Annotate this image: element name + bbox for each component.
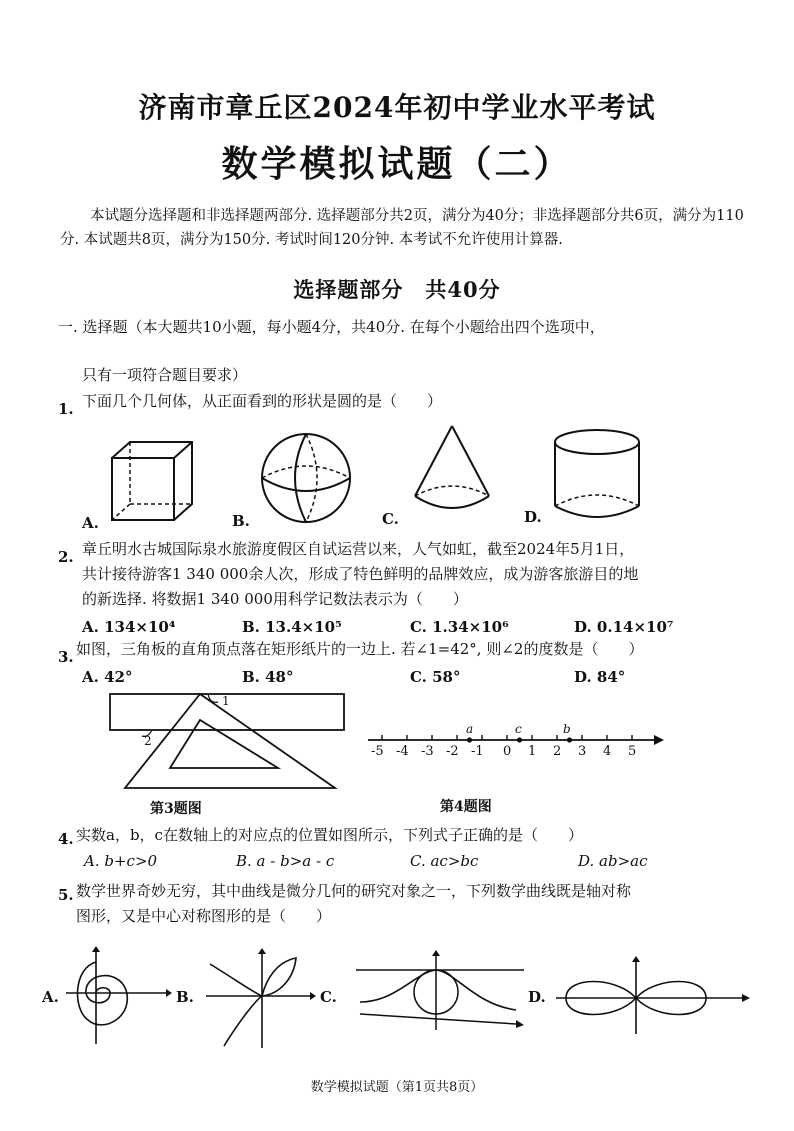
q4-option-d: D. ab>ac	[578, 852, 648, 870]
cube-icon	[110, 440, 195, 525]
q4-point-a-label: a	[466, 722, 474, 736]
tick-label: -3	[421, 744, 434, 759]
q3-number: 3.	[58, 648, 74, 666]
tick-label: -4	[396, 744, 409, 759]
q4-tick-labels	[366, 744, 666, 762]
axis-point	[467, 737, 472, 742]
cylinder-icon	[552, 428, 642, 520]
q4-figure-caption: 第4题图	[440, 799, 492, 815]
witch-curve-icon	[356, 952, 524, 1032]
q4-option-a: A. b+c>0	[84, 852, 158, 870]
q4-point-b-label: b	[563, 722, 571, 736]
q1-number: 1.	[58, 400, 74, 418]
q2-option-a: A. 134×10⁴	[82, 618, 176, 636]
exam-subtitle: 数学模拟试题（二）	[221, 143, 573, 185]
q3-option-b: B. 48°	[242, 668, 294, 686]
q2-text-line3: 的新选择. 将数据1 340 000用科学记数法表示为（ ）	[82, 590, 468, 608]
q5-number: 5.	[58, 886, 74, 904]
spiral-curve-icon	[66, 948, 170, 1046]
q1-option-c: C.	[382, 510, 399, 528]
q3-angle-2-label: 2	[144, 734, 152, 748]
cone-icon	[412, 424, 492, 514]
folium-curve-icon	[206, 950, 316, 1050]
q3-angle-1-label: 1	[222, 694, 230, 708]
q4-option-c: C. ac>bc	[410, 852, 479, 870]
q4-number: 4.	[58, 830, 74, 848]
q5-text-line2: 图形，又是中心对称图形的是（ ）	[76, 907, 332, 925]
axis-point	[567, 737, 572, 742]
q2-option-b: B. 13.4×10⁵	[242, 618, 342, 636]
part1-heading-cont: 只有一项符合题目要求）	[82, 366, 248, 384]
q5-option-b: B.	[176, 988, 194, 1006]
q2-number: 2.	[58, 548, 74, 566]
q3-option-a: A. 42°	[82, 668, 133, 686]
q1-option-a: A.	[82, 514, 99, 532]
q2-option-c: C. 1.34×10⁶	[410, 618, 509, 636]
q3-figure-caption: 第3题图	[150, 801, 202, 817]
q3-option-d: D. 84°	[574, 668, 626, 686]
q4-option-b: B. a - b>a - c	[236, 852, 335, 870]
tick-label: 0	[503, 744, 512, 759]
q2-text-line1: 章丘明水古城国际泉水旅游度假区自试运营以来，人气如虹，截至2024年5月1日，	[82, 540, 635, 558]
tick-label: 2	[553, 744, 562, 759]
q1-option-d: D.	[524, 508, 542, 526]
tick-label: 4	[603, 744, 612, 759]
lemniscate-curve-icon	[556, 958, 752, 1038]
q2-text-line2: 共计接待游客1 340 000余人次，形成了特色鲜明的品牌效应，成为游客旅游目的地	[82, 565, 639, 583]
q1-text: 下面几个几何体，从正面看到的形状是圆的是（ ）	[82, 392, 443, 410]
tick-label: -2	[446, 744, 459, 759]
q1-option-b: B.	[232, 512, 250, 530]
page-footer: 数学模拟试题（第1页共8页）	[310, 1080, 484, 1095]
q2-option-d: D. 0.14×10⁷	[574, 618, 674, 636]
tick-label: 5	[628, 744, 637, 759]
q5-option-a: A.	[42, 988, 59, 1006]
part1-heading: 一. 选择题（本大题共10小题，每小题4分，共40分. 在每个小题给出四个选项中，	[58, 318, 605, 336]
q4-point-c-label: c	[515, 722, 522, 736]
section-title: 选择题部分 共40分	[293, 277, 501, 302]
sphere-icon	[260, 432, 352, 524]
tick-label: 3	[578, 744, 587, 759]
tick-label: -1	[471, 744, 484, 759]
exam-title: 济南市章丘区2024年初中学业水平考试	[138, 91, 656, 124]
q5-text-line1: 数学世界奇妙无穷，其中曲线是微分几何的研究对象之一，下列数学曲线既是轴对称	[76, 882, 632, 900]
q5-option-d: D.	[528, 988, 546, 1006]
q5-option-c: C.	[320, 988, 337, 1006]
axis-point	[517, 737, 522, 742]
exam-instructions: 本试题分选择题和非选择题两部分. 选择题部分共2页，满分为40分；非选择题部分共6页，满分为110分. 本试题共8页，满分为150分. 考试时间120分钟. 本考试不允许使用计算器.	[60, 208, 744, 248]
q3-option-c: C. 58°	[410, 668, 461, 686]
q4-text: 实数a，b，c在数轴上的对应点的位置如图所示，下列式子正确的是（ ）	[76, 826, 583, 844]
tick-label: 1	[528, 744, 537, 759]
q3-text: 如图，三角板的直角顶点落在矩形纸片的一边上. 若∠1=42°, 则∠2的度数是（ ）	[76, 640, 644, 658]
tick-label: -5	[371, 744, 384, 759]
